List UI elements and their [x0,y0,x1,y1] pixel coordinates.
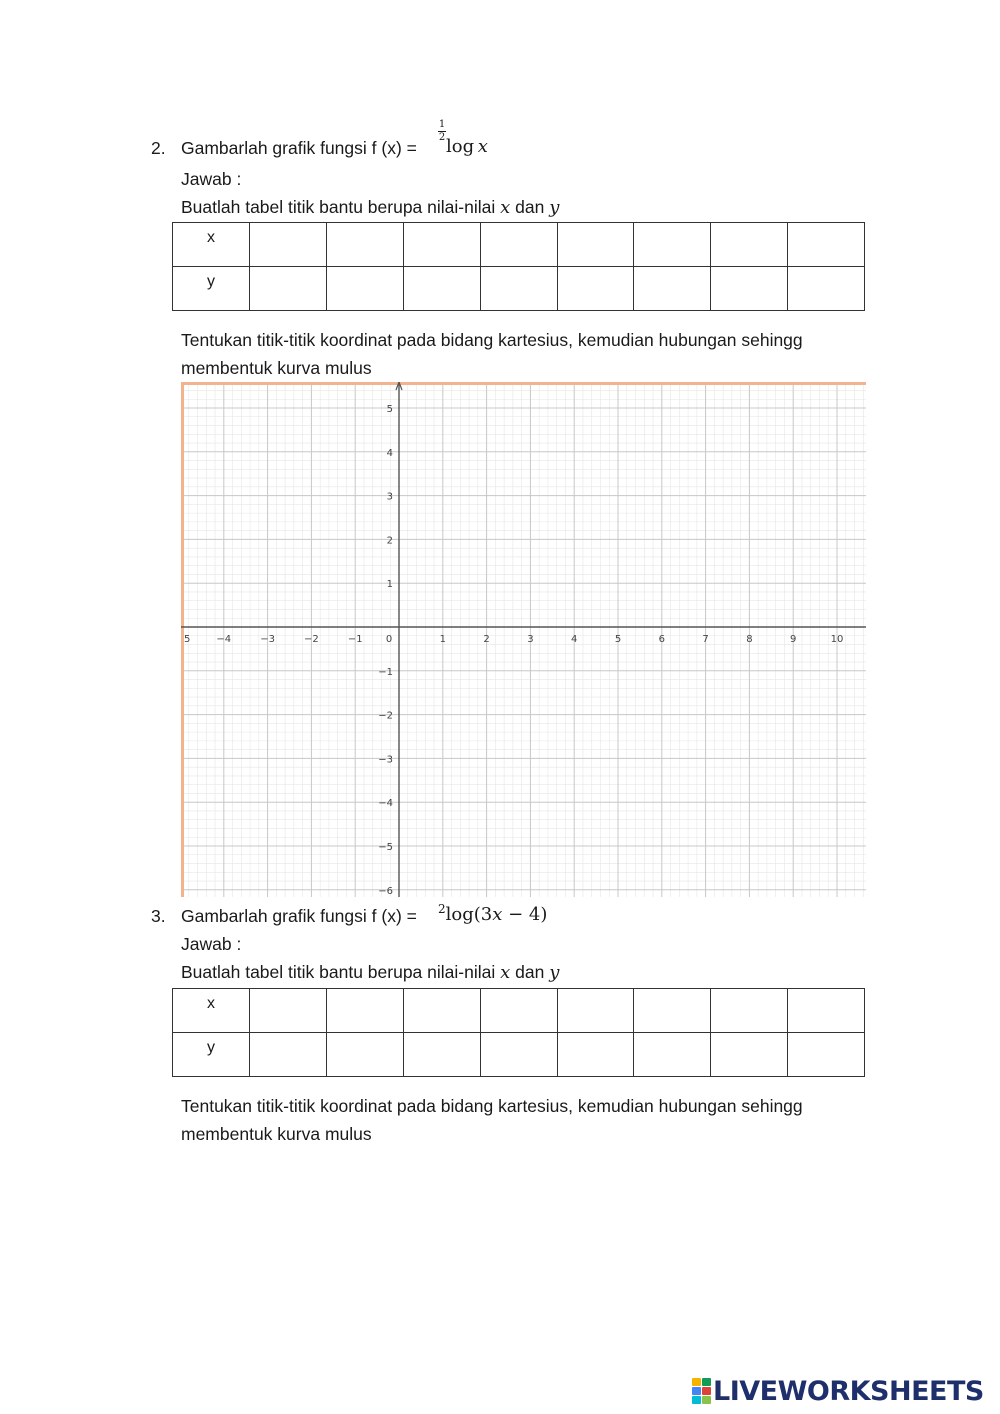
input-cell[interactable] [557,267,634,311]
instruction-dan: dan [515,197,545,217]
var-x: x [500,962,511,983]
x-tick-label: −4 [216,634,232,645]
y-tick-label: −6 [378,885,393,897]
log-base: 2 [438,902,446,916]
answer-label: Jawab : [181,934,242,954]
brand-name: LIVEWORKSHEETS [713,1375,984,1407]
grid-svg[interactable] [181,382,866,897]
input-cell[interactable] [326,989,403,1033]
input-cell[interactable] [250,1033,327,1077]
input-cell[interactable] [326,1033,403,1077]
points-table [172,988,865,1077]
logo-square [692,1387,701,1395]
row-label-y: y [173,1033,250,1077]
y-tick-label: −4 [378,798,393,810]
table-row-y [173,267,865,311]
x-tick-label: 2 [483,634,490,645]
input-cell[interactable] [250,223,327,267]
var-y: y [549,197,560,218]
x-tick-label: 1 [439,634,446,645]
x-tick-label: 6 [658,634,665,645]
var-x: x [500,197,511,218]
input-cell[interactable] [634,267,711,311]
logo-square [702,1396,711,1404]
x-tick-label: 5 [184,634,191,645]
input-cell[interactable] [403,267,480,311]
input-cell[interactable] [403,989,480,1033]
y-tick-label: 2 [386,535,393,547]
input-cell[interactable] [711,989,788,1033]
function-formula [438,904,547,925]
input-cell[interactable] [403,1033,480,1077]
input-cell[interactable] [634,223,711,267]
y-tick-label: −1 [378,666,393,678]
row-label-x: x [173,989,250,1033]
logo-square [702,1378,711,1386]
plot-instruction-line-1: Tentukan titik-titik koordinat pada bidang kartesius, kemudian hubungan sehingg [181,1096,803,1116]
cartesian-plane[interactable] [181,382,866,897]
input-cell[interactable] [634,1033,711,1077]
x-tick-label: 3 [527,634,534,645]
input-cell[interactable] [788,223,865,267]
y-tick-label: 4 [386,447,393,459]
question-number: 2. [151,138,166,158]
y-tick-label: −2 [378,710,393,722]
x-tick-label: 8 [746,634,753,645]
plot-instruction-line-2: membentuk kurva mulus [181,1124,372,1144]
logo-square [692,1378,701,1386]
input-cell[interactable] [711,267,788,311]
x-tick-label: 9 [790,634,797,645]
y-tick-label: 3 [386,491,393,503]
input-cell[interactable] [480,223,557,267]
y-tick-label: −5 [378,842,393,853]
input-cell[interactable] [711,223,788,267]
instruction-text: Buatlah tabel titik bantu berupa nilai-nilai [181,197,496,217]
input-cell[interactable] [403,223,480,267]
row-label-y: y [173,267,250,311]
input-cell[interactable] [557,223,634,267]
input-cell[interactable] [326,223,403,267]
x-tick-label: −3 [260,634,275,645]
y-tick-label: −3 [378,754,393,766]
x-tick-label: 4 [571,634,578,645]
instruction-dan: dan [515,962,545,982]
input-cell[interactable] [557,989,634,1033]
y-tick-label: 1 [386,579,393,591]
instruction-text: Buatlah tabel titik bantu berupa nilai-nilai [181,962,496,982]
input-cell[interactable] [480,267,557,311]
liveworksheets-logo [692,1374,984,1408]
input-cell[interactable] [480,989,557,1033]
answer-label: Jawab : [181,169,242,189]
table-instruction [181,961,559,984]
log-function: log(3 [445,904,493,925]
row-label-x: x [173,223,250,267]
input-cell[interactable] [250,989,327,1033]
x-tick-label: 0 [385,634,393,645]
prompt-text: Gambarlah grafik fungsi f (x) = [181,138,417,158]
points-table [172,222,865,311]
input-cell[interactable] [711,1033,788,1077]
question-prompt [181,137,417,159]
base-numerator: 1 [438,119,446,130]
input-cell[interactable] [788,989,865,1033]
input-cell[interactable] [557,1033,634,1077]
logo-square [692,1396,701,1404]
table-row-x [173,223,865,267]
x-tick-label: −1 [347,634,363,645]
x-tick-label: 10 [830,634,844,645]
y-tick-label: 5 [386,404,393,415]
log-tail: − 4) [502,904,548,925]
prompt-text: Gambarlah grafik fungsi f (x) = [181,906,417,926]
question-prompt [181,905,417,927]
logo-square [702,1387,711,1395]
var-y: y [549,962,560,983]
x-tick-label: −2 [304,634,319,645]
question-number: 3. [151,906,166,926]
table-instruction [181,196,559,219]
x-tick-label: 7 [702,634,709,645]
input-cell[interactable] [634,989,711,1033]
x-tick-label: 5 [614,634,622,645]
input-cell[interactable] [480,1033,557,1077]
log-variable: x [492,904,503,925]
logo-icon [692,1378,711,1404]
log-function: log [446,136,475,157]
base-denominator: 2 [438,132,446,143]
function-formula [438,119,488,159]
table-row-y [173,1033,865,1077]
log-variable: x [477,136,488,157]
input-cell[interactable] [250,267,327,311]
input-cell[interactable] [788,1033,865,1077]
plot-instruction-line-1: Tentukan titik-titik koordinat pada bidang kartesius, kemudian hubungan sehingg [181,330,803,350]
log-base-fraction [438,119,446,159]
table-row-x [173,989,865,1033]
plot-instruction-line-2: membentuk kurva mulus [181,358,372,378]
input-cell[interactable] [788,267,865,311]
input-cell[interactable] [326,267,403,311]
